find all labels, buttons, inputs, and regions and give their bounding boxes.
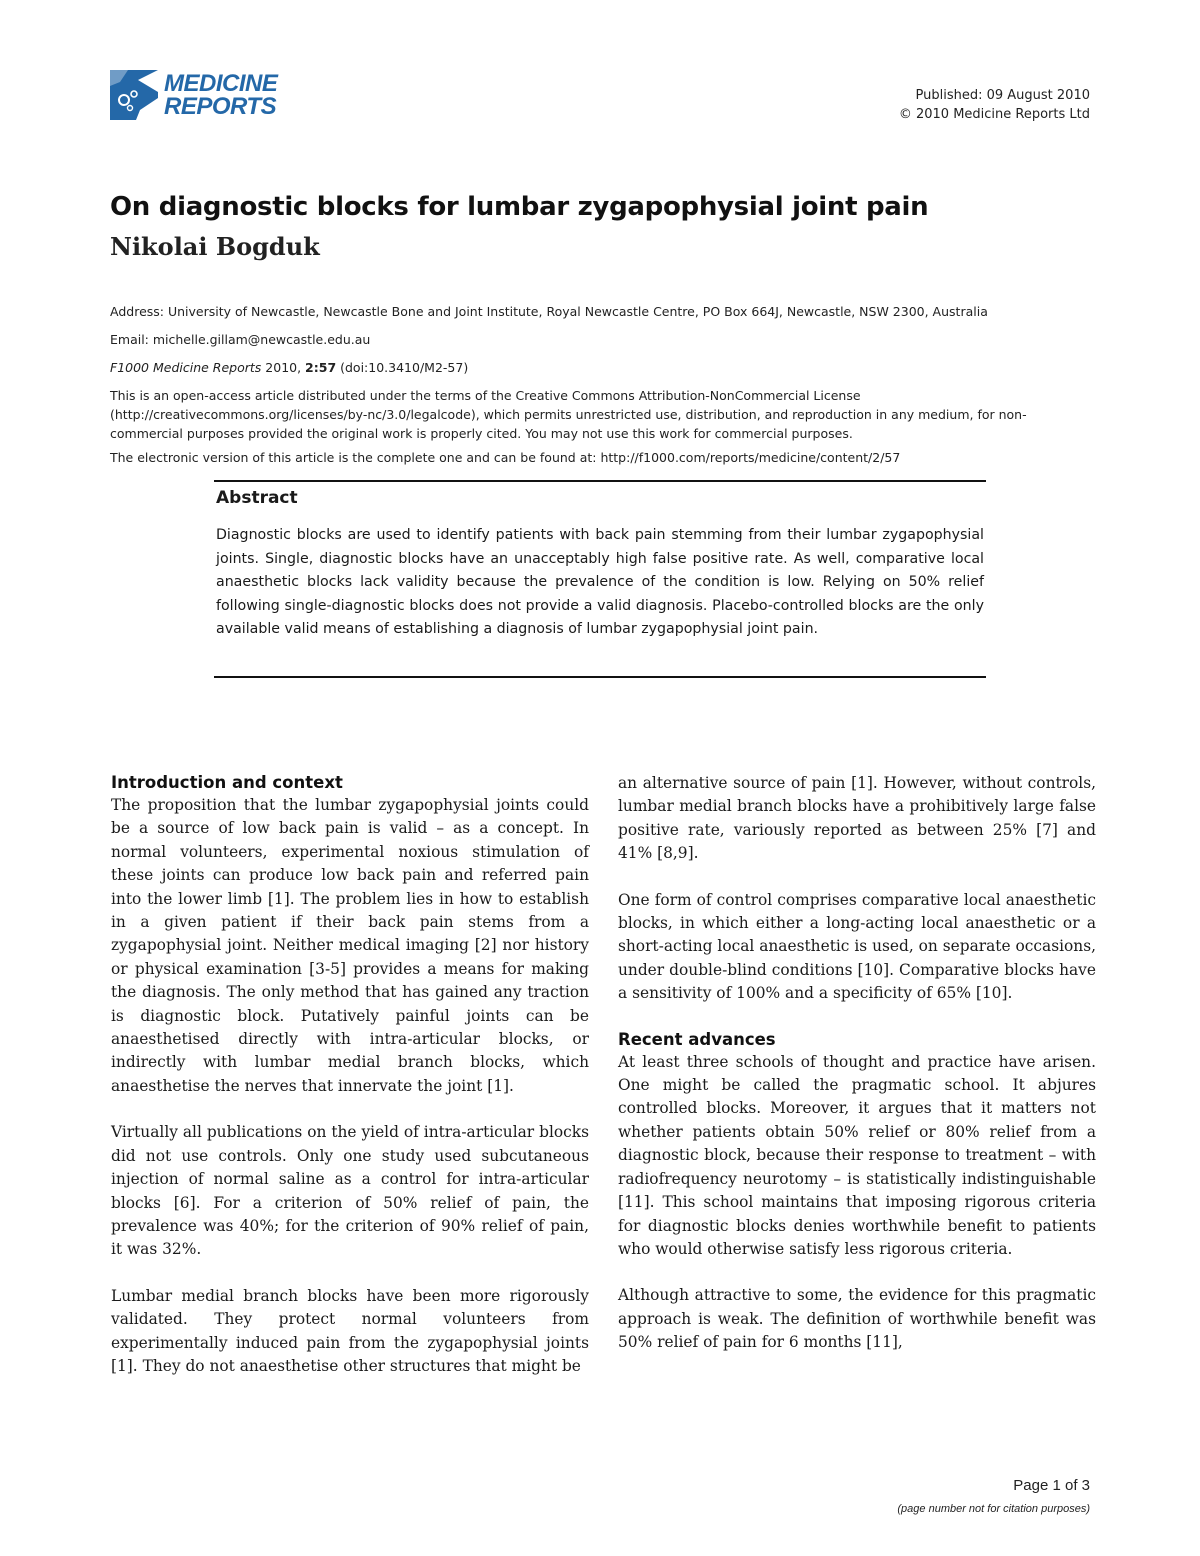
paragraph: Although attractive to some, the evidence for this pragmatic approach is weak. The definition of worthwhile benefit was 50% relief of pain for 6 months [11], — [618, 1286, 1096, 1352]
article-title: On diagnostic blocks for lumbar zygapophysial joint pain — [110, 192, 929, 222]
abstract-box — [214, 480, 986, 678]
logo-text-reports: REPORTS — [164, 93, 277, 120]
electronic-version-note: The electronic version of this article is the complete one and can be found at: http://f1000.com/reports/medicine/content/2/57 — [110, 450, 901, 465]
paragraph: Virtually all publications on the yield of intra-articular blocks did not use controls. Only one study used subcutaneous injection of normal saline as a control for intra-articular blocks [6]. For a criterion of 50% relief of pain, the prevalence was 40%; for the criterion of 90% relief of pain, it was 32%. — [111, 1123, 589, 1259]
license-statement: This is an open-access article distributed under the terms of the Creative Commons Attribution-NonCommercial License (http://creativecommons.org/licenses/by-nc/3.0/legalcode), which permits unrestricted use, distribution, and reproduction in any medium, for non-commercial purposes provided the original work is properly cited. You may not use this work for commercial purposes. — [110, 388, 1027, 441]
citation-journal: F1000 Medicine Reports — [110, 360, 262, 375]
paragraph: an alternative source of pain [1]. However, without controls, lumbar medial branch blocks have a prohibitively large false positive rate, variously reported as between 25% [7] and 41% [8,9]. — [618, 774, 1096, 863]
copyright: © 2010 Medicine Reports Ltd — [898, 107, 1090, 122]
left-column — [111, 772, 589, 1378]
paragraph: One form of control comprises comparative local anaesthetic blocks, in which either a long-acting local anaesthetic or a short-acting local anaesthetic is used, on separate occasions, under double-blind conditions [10]. Comparative blocks have a sensitivity of 100% and a specificity of 65% [10]. — [618, 890, 1096, 1003]
publication-info — [899, 86, 1090, 124]
abstract-text: Diagnostic blocks are used to identify patients with back pain stemming from their lumbar zygapophysial joints. Single, diagnostic blocks have an unacceptably high false positive rate. As well, comparative local anaesthetic blocks lack validity because the prevalence of the condition is low. Relying on 50% relief following single-diagnostic blocks does not provide a valid diagnosis. Placebo-controlled blocks are the only available valid means of establishing a diagnosis of lumbar zygapophysial joint pain. — [216, 527, 984, 637]
paragraph: At least three schools of thought and practice have arisen. One might be called the pragmatic school. It abjures controlled blocks. Moreover, it argues that it matters not whether patients obtain 50% relief or 80% relief from a diagnostic block, because their response to treatment – with radiofrequency neurotomy – is statistically indistinguishable [11]. This school maintains that imposing rigorous criteria for diagnostic blocks denies worthwhile benefit to patients who would otherwise satisfy less rigorous criteria. — [618, 1052, 1096, 1258]
page-number-note: (page number not for citation purposes) — [897, 1503, 1090, 1515]
logo-text-medicine: MEDICINE — [164, 70, 278, 97]
citation-volume: 2:57 — [305, 360, 337, 375]
section-heading-introduction: Introduction and context — [111, 773, 343, 792]
abstract-heading: Abstract — [216, 488, 298, 508]
author-email[interactable]: Email: michelle.gillam@newcastle.edu.au — [110, 332, 371, 347]
medicine-reports-logo-icon — [110, 70, 158, 120]
journal-logo — [110, 70, 290, 122]
paragraph: Lumbar medial branch blocks have been more rigorously validated. They protect normal volunteers from experimentally induced pain from the zygapophysial joints [1]. They do not anaesthetise other structures that might be — [111, 1286, 589, 1375]
citation-line — [110, 358, 1090, 377]
article-author: Nikolai Bogduk — [110, 232, 320, 261]
author-address: Address: University of Newcastle, Newcastle Bone and Joint Institute, Royal Newcastle Centre, PO Box 664J, Newcastle, NSW 2300, Australia — [110, 304, 988, 319]
section-heading-recent-advances: Recent advances — [618, 1029, 776, 1049]
citation-doi: (doi:10.3410/M2-57) — [336, 360, 469, 375]
published-date: Published: 09 August 2010 — [915, 88, 1090, 103]
right-column — [618, 772, 1096, 1355]
page-number: Page 1 of 3 — [1013, 1477, 1090, 1494]
paragraph: The proposition that the lumbar zygapophysial joints could be a source of low back pain is valid – as a concept. In normal volunteers, experimental noxious stimulation of these joints can produce low back pain and referred pain into the lower limb [1]. The problem lies in how to establish in a given patient if their back pain stems from a zygapophysial joint. Neither medical imaging [2] nor history or physical examination [3-5] provides a means for making the diagnosis. The only method that has gained any traction is diagnostic block. Putatively painful joints can be anaesthetised directly with intra-articular blocks, or indirectly with lumbar medial branch blocks, which anaesthetise the nerves that innervate the joint [1]. — [111, 796, 589, 1095]
citation-year: 2010, — [261, 360, 306, 375]
